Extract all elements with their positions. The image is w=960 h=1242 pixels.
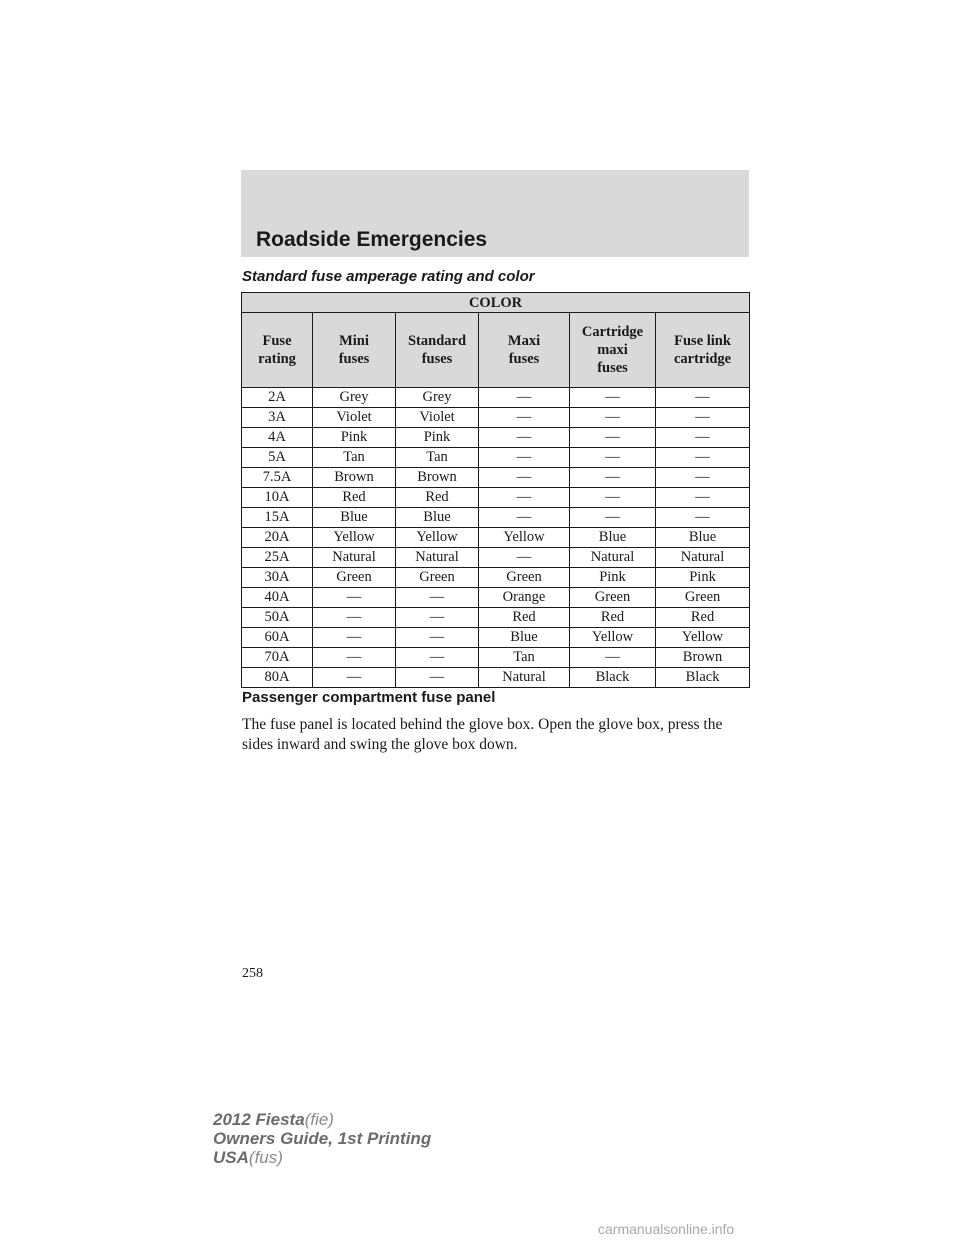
column-header-line: fuses	[338, 351, 370, 367]
column-header	[570, 313, 656, 388]
footer-line-1	[213, 1110, 431, 1129]
table-cell: Black	[570, 668, 656, 688]
footer-model: 2012 Fiesta	[213, 1110, 305, 1129]
column-header-line: Standard	[407, 333, 467, 349]
table-cell: Red	[570, 608, 656, 628]
table-cell: —	[570, 508, 656, 528]
table-cell: Pink	[570, 568, 656, 588]
table-cell: Natural	[479, 668, 570, 688]
table-cell: Red	[479, 608, 570, 628]
column-header	[479, 313, 570, 388]
passenger-panel-body: The fuse panel is located behind the glove box. Open the glove box, press the sides inward and swing the glove box down.	[242, 716, 723, 753]
table-cell: Pink	[396, 428, 479, 448]
table-row	[242, 608, 750, 628]
column-header-line: fuses	[421, 351, 453, 367]
table-cell: Red	[313, 488, 396, 508]
table-cell: 70A	[242, 648, 313, 668]
table-cell: Blue	[656, 528, 750, 548]
page-number: 258	[242, 966, 263, 981]
table-row	[242, 448, 750, 468]
table-cell: Red	[656, 608, 750, 628]
table-cell: —	[479, 388, 570, 408]
column-header-line: Mini	[339, 333, 369, 349]
table-cell: —	[570, 448, 656, 468]
table-cell: —	[656, 468, 750, 488]
table-cell: 20A	[242, 528, 313, 548]
table-cell: —	[656, 448, 750, 468]
column-header	[396, 313, 479, 388]
fuse-color-table	[241, 292, 750, 688]
table-cell: —	[656, 488, 750, 508]
column-header-line: Fuse link	[674, 333, 731, 349]
table-cell: 10A	[242, 488, 313, 508]
table-cell: —	[396, 588, 479, 608]
table-cell: —	[479, 468, 570, 488]
table-cell: —	[479, 448, 570, 468]
table-cell: Natural	[396, 548, 479, 568]
table-cell: Tan	[396, 448, 479, 468]
table-row	[242, 548, 750, 568]
table-cell: Blue	[570, 528, 656, 548]
table-cell: Yellow	[313, 528, 396, 548]
table-row	[242, 628, 750, 648]
table-row	[242, 468, 750, 488]
table-row	[242, 568, 750, 588]
table-cell: Tan	[313, 448, 396, 468]
column-header-line: Cartridge	[581, 324, 644, 340]
column-header	[313, 313, 396, 388]
table-cell: —	[656, 408, 750, 428]
table-cell: —	[479, 488, 570, 508]
table-cell: Yellow	[396, 528, 479, 548]
table-cell: Blue	[313, 508, 396, 528]
table-row	[242, 388, 750, 408]
table-cell: —	[656, 428, 750, 448]
table-cell: 5A	[242, 448, 313, 468]
table-cell: —	[313, 588, 396, 608]
table-row	[242, 408, 750, 428]
table-cell: 50A	[242, 608, 313, 628]
table-cell: Natural	[313, 548, 396, 568]
table-cell: 2A	[242, 388, 313, 408]
fuse-table-body	[242, 388, 750, 688]
table-cell: Brown	[313, 468, 396, 488]
table-cell: Tan	[479, 648, 570, 668]
table-cell: —	[656, 388, 750, 408]
table-cell: —	[479, 548, 570, 568]
footer-market-code: (fus)	[248, 1148, 283, 1167]
watermark-text: carmanualsonline.info	[598, 1221, 735, 1237]
table-row	[242, 488, 750, 508]
column-header	[242, 313, 313, 388]
table-cell: —	[570, 488, 656, 508]
table-cell: —	[570, 388, 656, 408]
column-header-line: Maxi	[507, 333, 541, 349]
table-cell: Green	[656, 588, 750, 608]
table-cell: —	[479, 408, 570, 428]
table-cell: —	[656, 508, 750, 528]
table-cell: Grey	[313, 388, 396, 408]
footer-model-code: (fie)	[304, 1110, 334, 1129]
table-cell: 4A	[242, 428, 313, 448]
table-cell: 40A	[242, 588, 313, 608]
table-cell: —	[570, 408, 656, 428]
table-cell: —	[396, 628, 479, 648]
table-cell: 80A	[242, 668, 313, 688]
table-row	[242, 428, 750, 448]
table-cell: Green	[396, 568, 479, 588]
table-cell: —	[313, 668, 396, 688]
table-cell: 3A	[242, 408, 313, 428]
table-cell: —	[313, 608, 396, 628]
column-header-line: cartridge	[673, 351, 732, 367]
table-cell: Red	[396, 488, 479, 508]
table-cell: —	[396, 608, 479, 628]
table-cell: —	[396, 648, 479, 668]
column-header-line: fuses	[508, 351, 540, 367]
table-cell: 60A	[242, 628, 313, 648]
table-cell: Natural	[570, 548, 656, 568]
table-cell: Blue	[396, 508, 479, 528]
table-cell: 7.5A	[242, 468, 313, 488]
footer-market: USA	[213, 1148, 249, 1167]
table-cell: Yellow	[479, 528, 570, 548]
table-cell: Yellow	[570, 628, 656, 648]
table-cell: Violet	[313, 408, 396, 428]
table-cell: Blue	[479, 628, 570, 648]
table-cell: —	[313, 648, 396, 668]
column-header-line: fuses	[597, 360, 628, 376]
table-row	[242, 508, 750, 528]
column-header-row	[242, 313, 750, 388]
table-row	[242, 588, 750, 608]
table-cell: Violet	[396, 408, 479, 428]
table-row	[242, 648, 750, 668]
table-cell: Yellow	[656, 628, 750, 648]
table-cell: —	[570, 468, 656, 488]
table-row	[242, 668, 750, 688]
footer-line-3	[213, 1148, 431, 1167]
table-cell: Grey	[396, 388, 479, 408]
section-title: Roadside Emergencies	[256, 228, 488, 251]
table-cell: —	[396, 668, 479, 688]
footer-guide: Owners Guide, 1st Printing	[213, 1129, 432, 1148]
table-cell: —	[570, 428, 656, 448]
table-cell: 25A	[242, 548, 313, 568]
table-cell: 30A	[242, 568, 313, 588]
column-header-line: maxi	[597, 342, 628, 358]
footer-line-2	[213, 1129, 431, 1148]
document-footer	[213, 1110, 431, 1167]
column-header-line: rating	[258, 351, 296, 367]
table-cell: Black	[656, 668, 750, 688]
table-row	[242, 528, 750, 548]
column-header	[656, 313, 750, 388]
column-header-line: Fuse	[262, 333, 292, 349]
table-cell: —	[313, 628, 396, 648]
table-cell: —	[570, 648, 656, 668]
table-cell: Natural	[656, 548, 750, 568]
table-cell: —	[479, 508, 570, 528]
table-cell: Pink	[313, 428, 396, 448]
table-cell: Green	[479, 568, 570, 588]
color-group-header: COLOR	[242, 293, 750, 313]
table-cell: —	[479, 428, 570, 448]
table-cell: 15A	[242, 508, 313, 528]
table-cell: Brown	[396, 468, 479, 488]
table-cell: Pink	[656, 568, 750, 588]
table-cell: Green	[313, 568, 396, 588]
passenger-panel-title: Passenger compartment fuse panel	[242, 689, 496, 706]
table-cell: Green	[570, 588, 656, 608]
table-title: Standard fuse amperage rating and color	[242, 268, 535, 285]
table-cell: Brown	[656, 648, 750, 668]
table-cell: Orange	[479, 588, 570, 608]
